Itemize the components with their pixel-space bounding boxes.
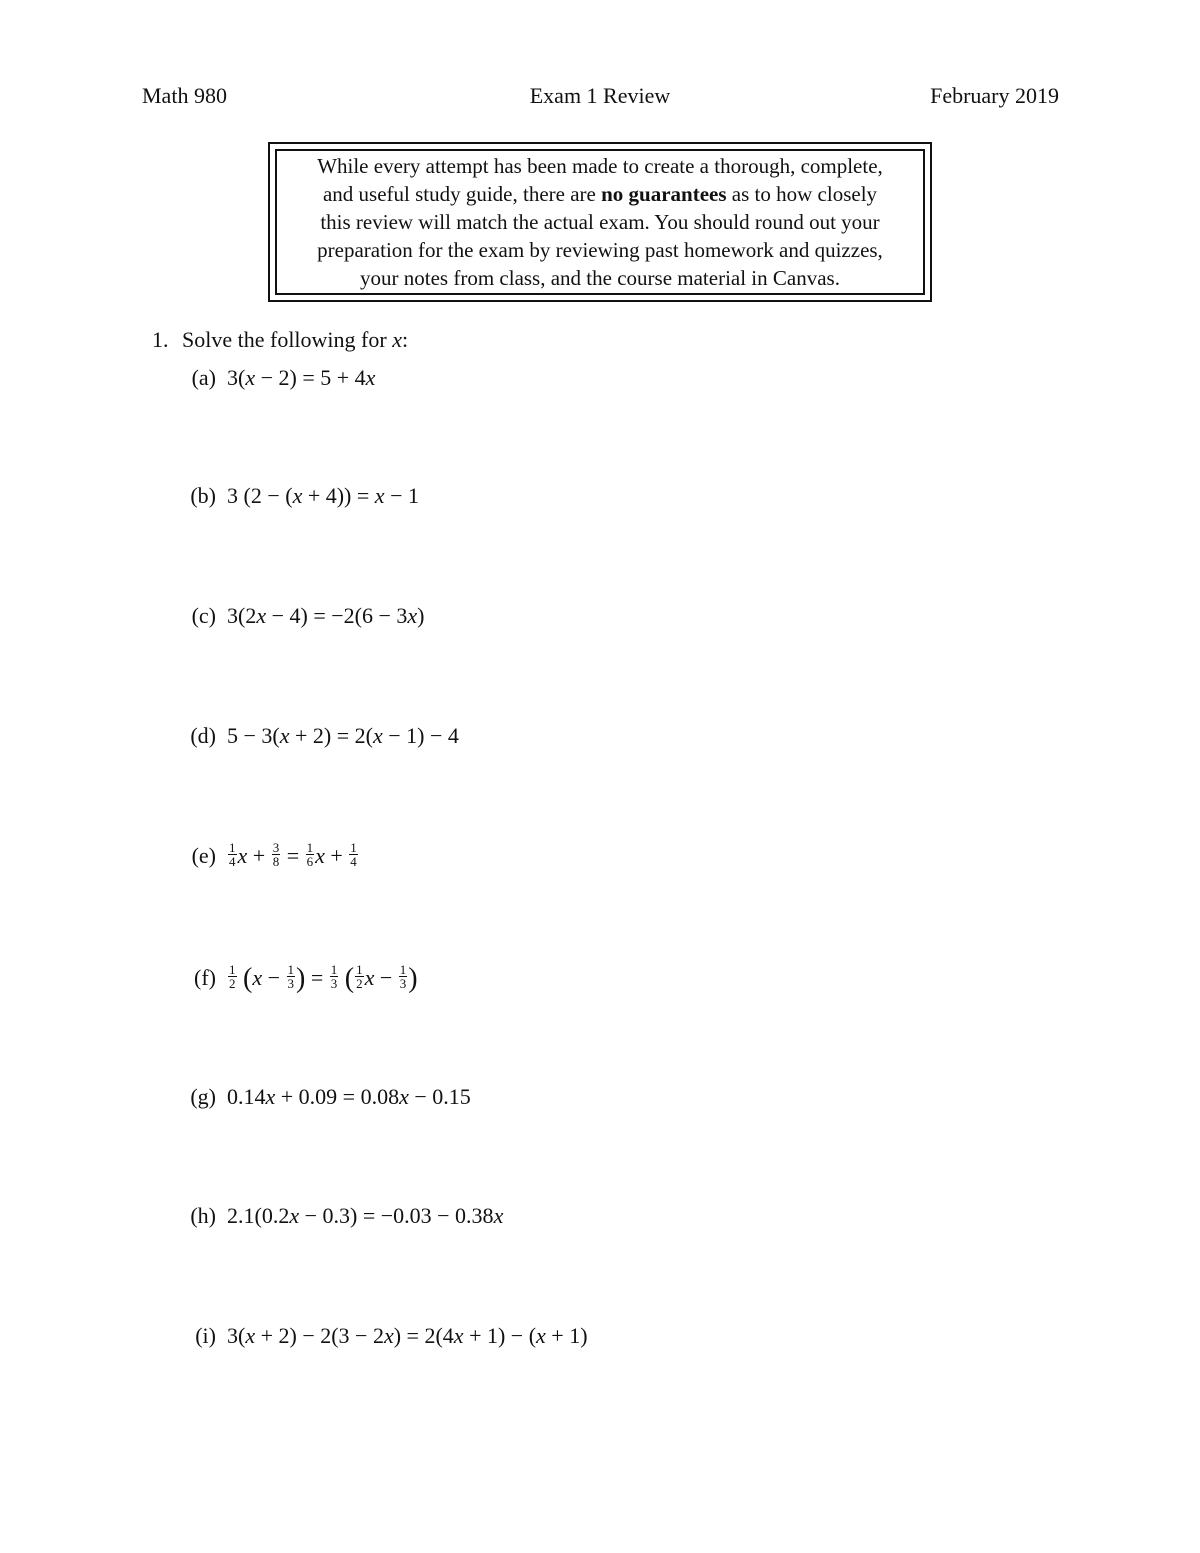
- disclaimer-line-2: [323, 180, 877, 208]
- equation: $\frac{1}{4}$ x + $\frac{3}{8}$ = $\frac{1}{6}$ x + $\frac{1}{4}$: [229, 840, 357, 870]
- part-label: (e): [191, 843, 216, 868]
- part-label: (i): [195, 1323, 216, 1348]
- question-stem-colon: :: [401, 327, 409, 352]
- part-label: (f): [194, 965, 216, 990]
- disclaimer-line-3: this review will match the actual exam. You should round out your: [320, 210, 880, 234]
- disclaimer-line-1: While every attempt has been made to create a thorough, complete,: [317, 154, 883, 178]
- equation: $\frac{1}{2}$ (x − $\frac{1}{3}$ ) = $\frac{1}{3}$ ( $\frac{1}{2}$ x − $\frac{1}{3}$ ): [229, 962, 418, 994]
- question-stem-text: Solve the following for: [182, 327, 393, 352]
- fraction: $\frac{1}{2}$: [229, 962, 236, 992]
- disclaimer-line-4: preparation for the exam by reviewing past homework and quizzes,: [317, 238, 883, 262]
- question-stem-variable: x: [392, 327, 402, 352]
- part-label: (b): [190, 483, 216, 508]
- fraction: $\frac{1}{4}$: [350, 840, 357, 870]
- part-e: [0, 842, 1200, 882]
- disclaimer-line-2-end: as to how closely: [726, 182, 878, 206]
- disclaimer-box: [268, 142, 932, 302]
- part-label: (g): [190, 1084, 216, 1109]
- fraction: $\frac{1}{3}$: [399, 962, 407, 992]
- fraction: $\frac{1}{3}$: [287, 962, 295, 992]
- equation: 3(x + 2) − 2(3 − 2x) = 2(4x + 1) − (x + 1): [227, 1323, 588, 1348]
- part-c: [0, 602, 1200, 642]
- part-label: (c): [191, 603, 216, 628]
- fraction: $\frac{3}{8}$: [272, 840, 280, 870]
- fraction: $\frac{1}{2}$: [356, 962, 363, 992]
- equation: 3 (2 − (x + 4)) = x − 1: [227, 483, 419, 508]
- part-b: [0, 482, 1200, 522]
- equation: 3(2x − 4) = −2(6 − 3x): [227, 603, 425, 628]
- fraction: $\frac{1}{3}$: [330, 962, 338, 992]
- part-label: (h): [190, 1203, 216, 1228]
- question-stem: [182, 326, 408, 354]
- disclaimer-inner-frame: [275, 149, 925, 295]
- question-number: 1.: [152, 327, 169, 352]
- part-label: (a): [191, 365, 216, 390]
- equation: 5 − 3(x + 2) = 2(x − 1) − 4: [227, 723, 459, 748]
- part-f: [0, 964, 1200, 1004]
- part-a: [0, 364, 1200, 404]
- document-title: Exam 1 Review: [529, 83, 671, 108]
- document-date: February 2019: [930, 83, 1059, 108]
- course-name: Math 980: [142, 83, 227, 108]
- fraction: $\frac{1}{6}$: [306, 840, 314, 870]
- part-g: [0, 1083, 1200, 1123]
- equation: 2.1(0.2x − 0.3) = −0.03 − 0.38x: [227, 1203, 504, 1228]
- part-i: [0, 1322, 1200, 1362]
- equation: 0.14x + 0.09 = 0.08x − 0.15: [227, 1084, 471, 1109]
- equation: 3(x − 2) = 5 + 4x: [227, 365, 376, 390]
- fraction: $\frac{1}{4}$: [229, 840, 236, 870]
- disclaimer-emphasis: no guarantees: [601, 182, 727, 206]
- disclaimer-line-5: your notes from class, and the course material in Canvas.: [360, 266, 840, 290]
- disclaimer-line-2-start: and useful study guide, there are: [322, 182, 602, 206]
- part-label: (d): [190, 723, 216, 748]
- part-h: [0, 1202, 1200, 1242]
- part-d: [0, 722, 1200, 762]
